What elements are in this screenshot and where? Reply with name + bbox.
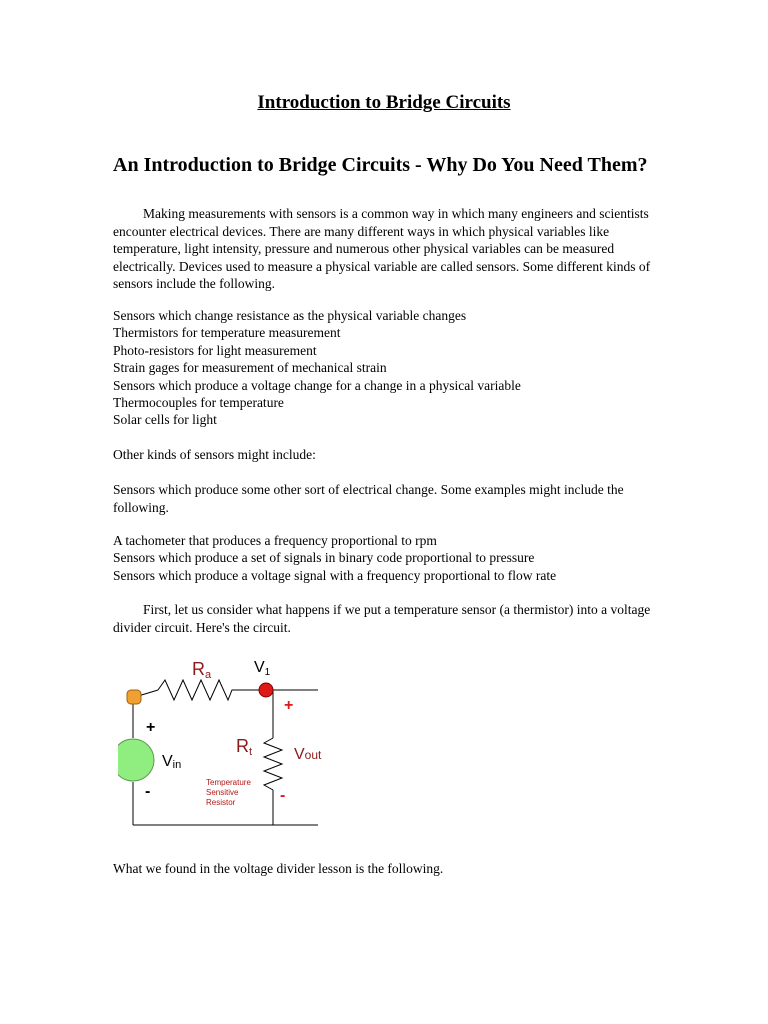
list-item: Thermistors for temperature measurement xyxy=(113,325,341,341)
list-item: Sensors which produce a set of signals in binary code proportional to pressure xyxy=(113,550,535,566)
vin-plus: + xyxy=(146,719,156,736)
examples-list xyxy=(113,532,556,584)
closing-text: What we found in the voltage divider lesson is the following. xyxy=(113,861,444,876)
voltage-source xyxy=(118,739,154,781)
list-item: Sensors which produce a voltage signal with a frequency proportional to flow rate xyxy=(113,567,557,583)
rt-label: Rt xyxy=(236,736,253,758)
sensor-label-line-3: Resistor xyxy=(206,798,236,807)
vout-minus: - xyxy=(280,787,286,804)
vout-label: Vout xyxy=(294,746,322,763)
list-item: Thermocouples for temperature xyxy=(113,395,284,411)
page-title: Introduction to Bridge Circuits xyxy=(257,92,511,113)
first-paragraph: First, let us consider what happens if we put a temperature sensor (a thermistor) into a voltage divider circuit. Here's the circuit. xyxy=(113,602,651,635)
list-item: Strain gages for measurement of mechanical strain xyxy=(113,360,387,376)
list-item: Sensors which produce a voltage change for a change in a physical variable xyxy=(113,377,521,393)
voltage-divider-circuit xyxy=(118,650,338,835)
sensor-label-line-1: Temperature xyxy=(206,778,251,787)
list-item: Sensors which change resistance as the physical variable changes xyxy=(113,308,467,323)
vin-minus: - xyxy=(145,783,151,800)
intro-paragraph: Making measurements with sensors is a common way in which many engineers and scientists encounter electrical devices. There are many different ways in which physical variables like temperature, light intensity, pressure and numerous other physical variables can be measured electrically. Devices used to measure a physical variable are called sensors. Some different kinds of sensors include the following. xyxy=(113,206,651,291)
section-heading: An Introduction to Bridge Circuits - Why Do You Need Them? xyxy=(113,154,648,176)
sensor-label-line-2: Sensitive xyxy=(206,788,239,797)
v1-label: V1 xyxy=(254,659,271,678)
vin-label: Vin xyxy=(162,753,182,771)
input-node xyxy=(127,690,141,704)
vout-plus: + xyxy=(284,697,294,714)
ra-label: Ra xyxy=(192,659,212,681)
output-node xyxy=(259,683,273,697)
list-item: A tachometer that produces a frequency proportional to rpm xyxy=(113,533,437,548)
other-kinds-text: Other kinds of sensors might include: xyxy=(113,447,316,462)
list-item: Photo-resistors for light measurement xyxy=(113,342,317,358)
other-change-text: Sensors which produce some other sort of electrical change. Some examples might include the following. xyxy=(113,482,624,515)
sensor-list xyxy=(113,307,521,429)
list-item: Solar cells for light xyxy=(113,412,217,428)
